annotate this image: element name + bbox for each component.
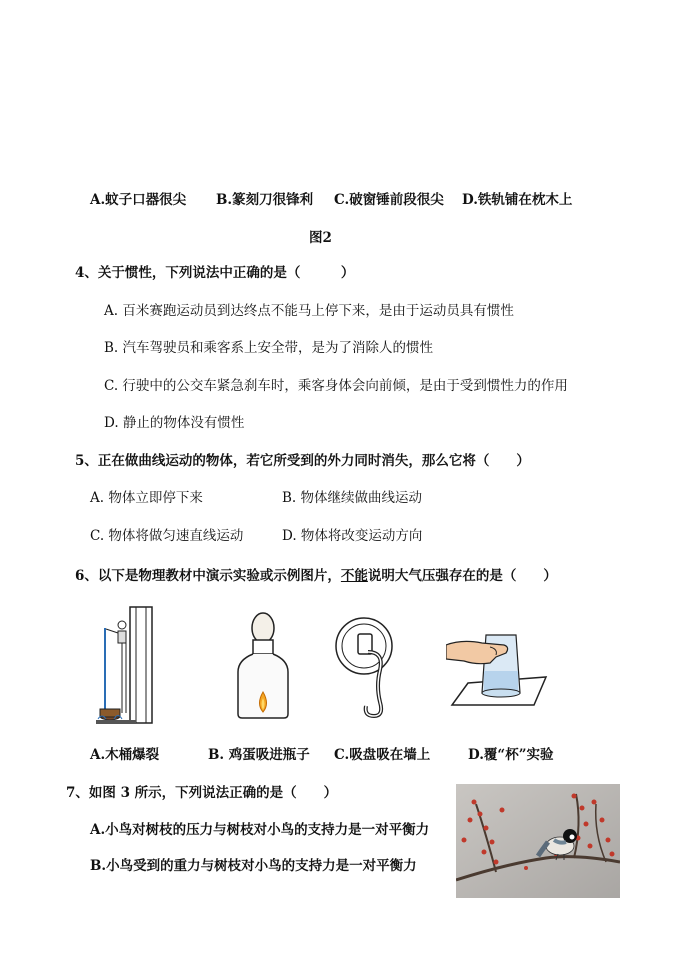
- q4-option-a: A. 百米赛跑运动员到达终点不能马上停下来，是由于运动员具有惯性: [104, 303, 514, 319]
- barrel-burst-illustration: [96, 603, 160, 727]
- q4-option-d: D. 静止的物体没有惯性: [104, 415, 245, 431]
- q6-option-b: B. 鸡蛋吸进瓶子: [208, 747, 310, 763]
- q3-option-d: D.铁轨铺在枕木上: [462, 192, 573, 208]
- q7-option-b: B.小鸟受到的重力与树枝对小鸟的支持力是一对平衡力: [90, 858, 417, 874]
- q6-stem: [75, 566, 557, 586]
- suction-cup-illustration: [334, 612, 406, 720]
- q5-option-c: C. 物体将做匀速直线运动: [90, 528, 244, 544]
- q5-stem: 5、正在做曲线运动的物体，若它所受到的外力同时消失，那么它将（ ）: [75, 453, 530, 469]
- q7-option-a: A.小鸟对树枝的压力与树枝对小鸟的支持力是一对平衡力: [90, 822, 430, 838]
- q7-stem: 7、如图 3 所示，下列说法正确的是（ ）: [66, 785, 338, 801]
- q5-option-a: A. 物体立即停下来: [90, 490, 203, 506]
- bird-on-branch-photo: [456, 784, 620, 898]
- q4-option-c: C. 行驶中的公交车紧急刹车时，乘客身体会向前倾，是由于受到惯性力的作用: [104, 378, 568, 394]
- q3-option-b: B.篆刻刀很锋利: [216, 192, 314, 208]
- q5-option-b: B. 物体继续做曲线运动: [282, 490, 423, 506]
- q6-stem-before: 6、以下是物理教材中演示实验或示例图片，: [75, 568, 341, 584]
- figure-caption: 图2: [309, 230, 332, 246]
- egg-bottle-illustration: [232, 610, 294, 722]
- q6-option-a: A.木桶爆裂: [90, 747, 160, 763]
- q5-option-d: D. 物体将改变运动方向: [282, 528, 423, 544]
- q4-option-b: B. 汽车驾驶员和乘客系上安全带，是为了消除人的惯性: [104, 340, 434, 356]
- q4-stem: 4、关于惯性，下列说法中正确的是（ ）: [75, 265, 355, 281]
- q6-option-d: D.覆“杯”实验: [468, 747, 554, 763]
- q6-option-c: C.吸盘吸在墙上: [334, 747, 431, 763]
- q3-option-c: C.破窗锤前段很尖: [334, 192, 444, 208]
- q6-stem-after: 说明大气压强存在的是（ ）: [367, 568, 557, 584]
- inverted-cup-illustration: [446, 625, 550, 707]
- q3-option-a: A.蚊子口器很尖: [90, 192, 187, 208]
- q6-stem-underlined: 不能: [340, 568, 368, 584]
